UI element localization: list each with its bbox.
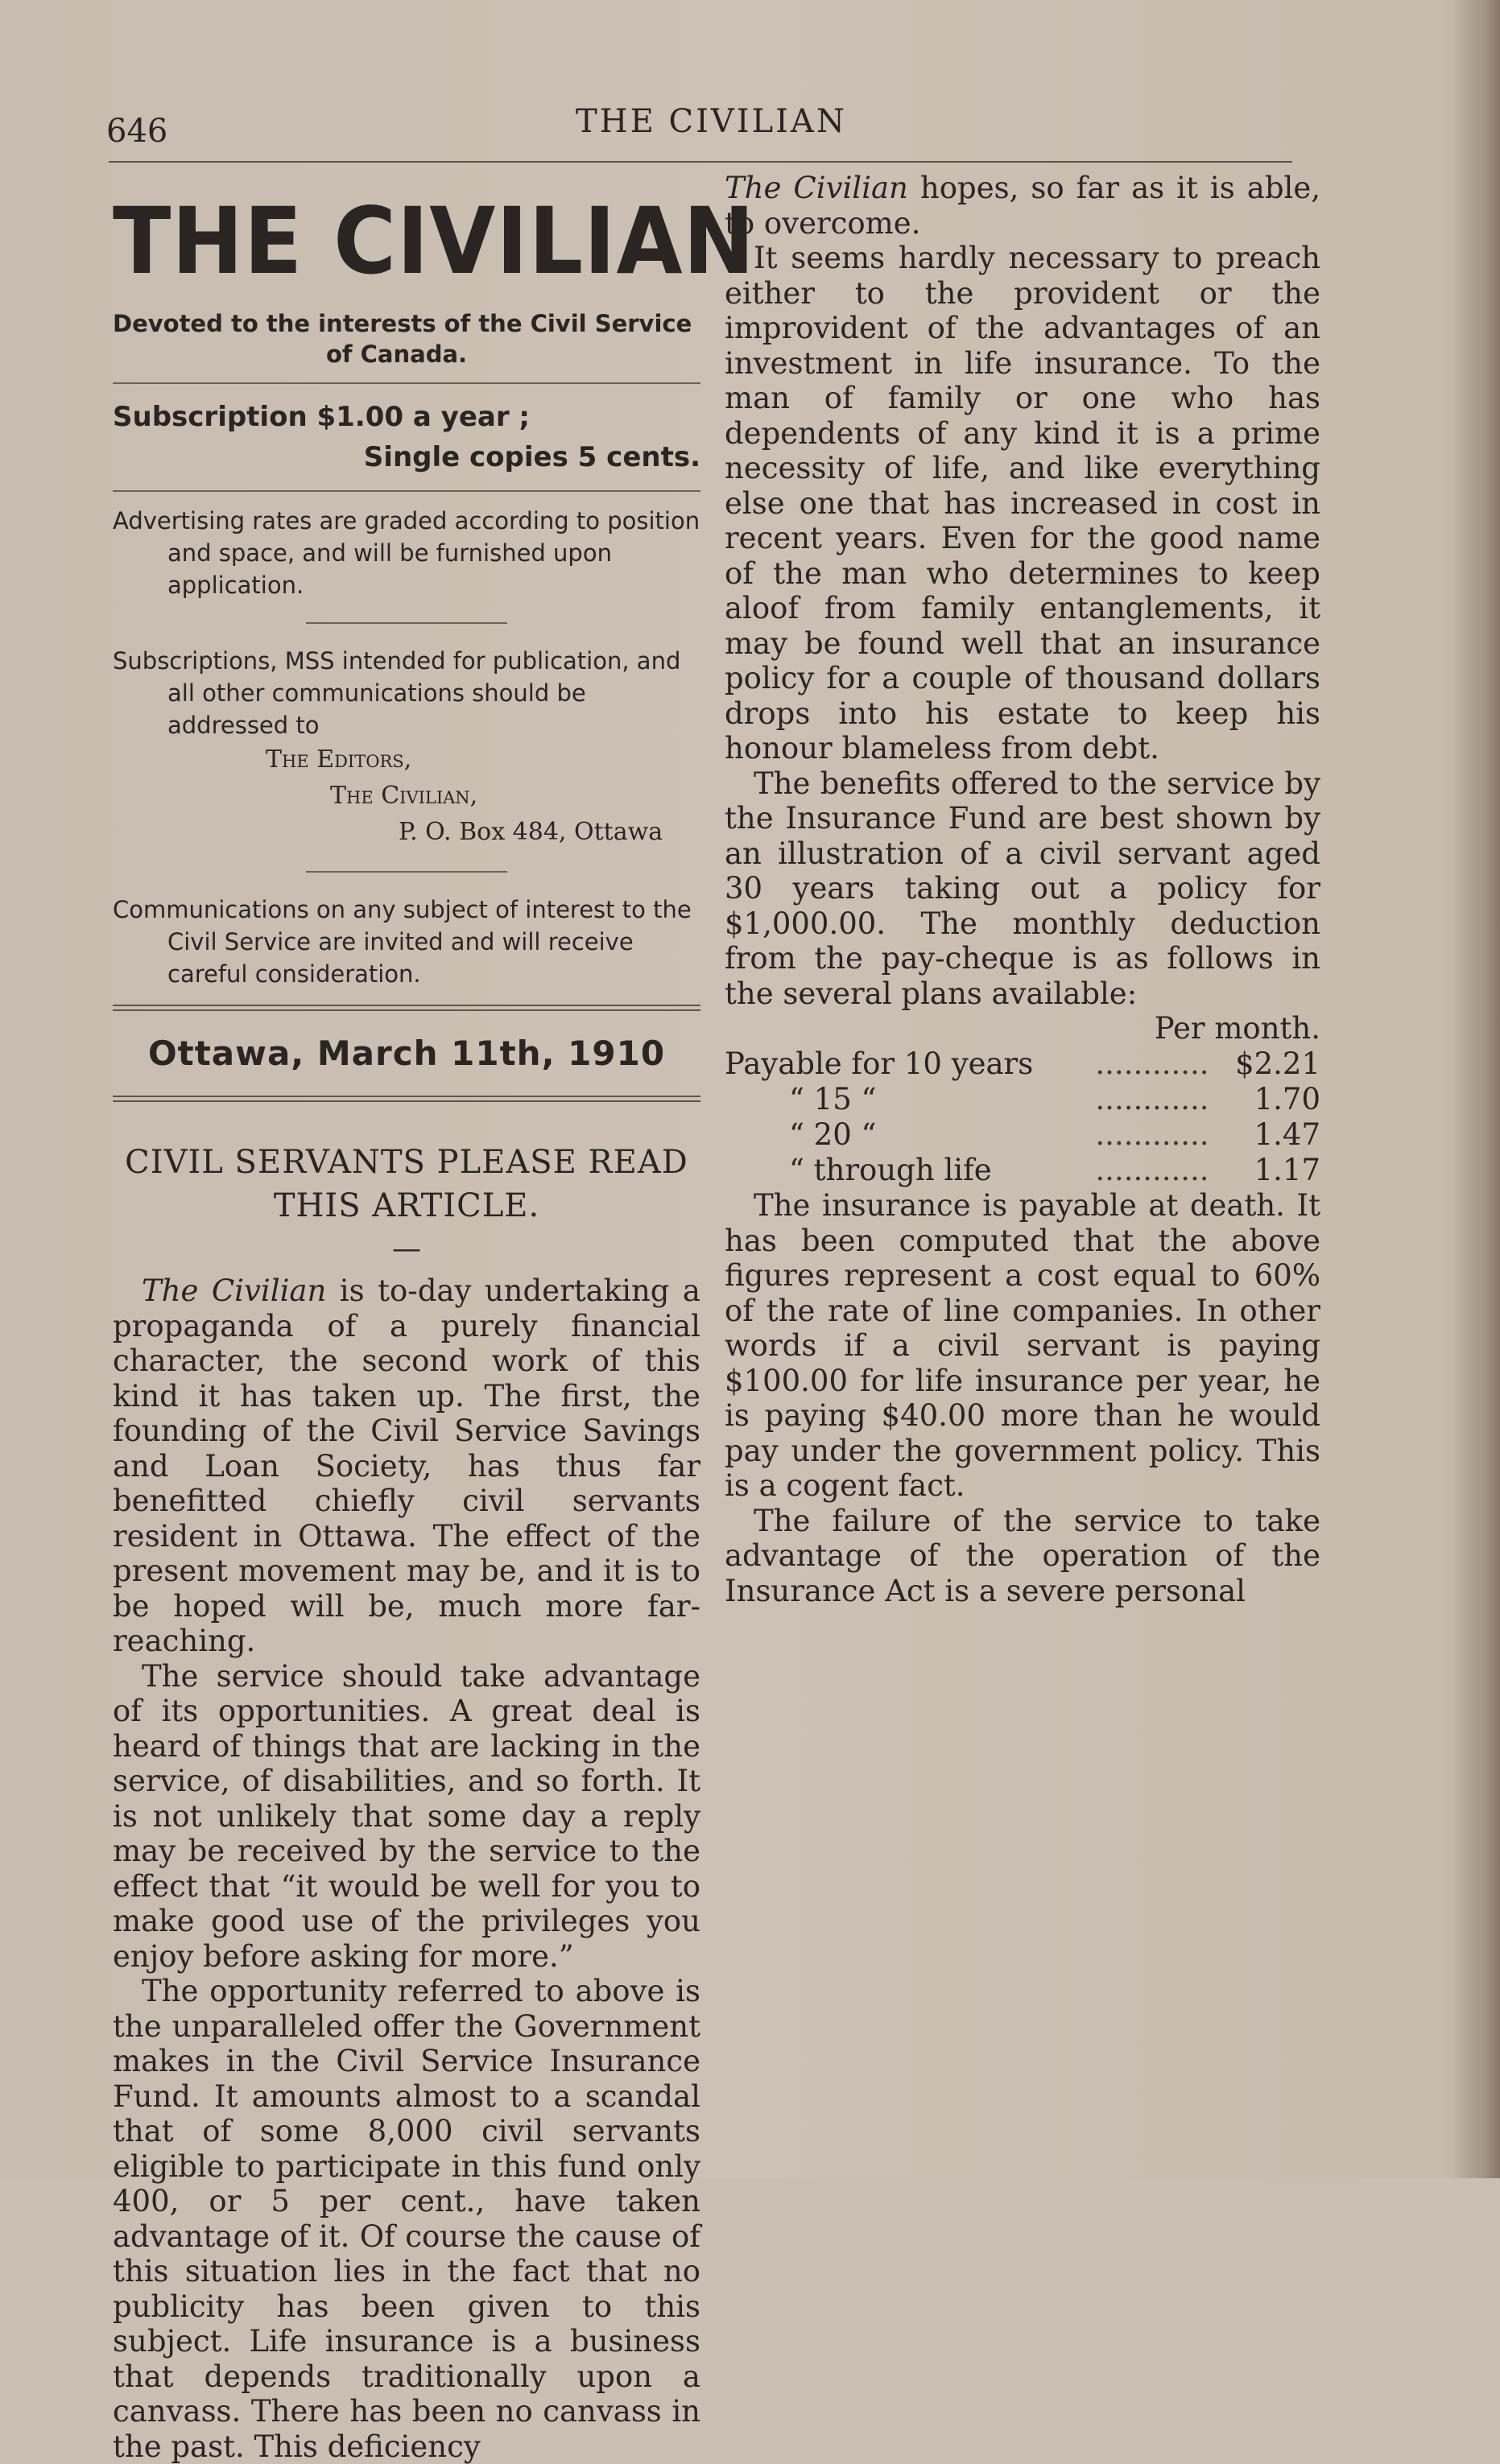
publication-name: The Civilian — [725, 171, 908, 205]
rate-label: “ through life — [789, 1153, 992, 1187]
rate-label: Payable for 10 years — [725, 1046, 1034, 1081]
left-column — [113, 181, 756, 2464]
article-paragraph-3-continued: The Civilian hopes, so far as it is able, to overcome. — [725, 171, 1320, 241]
header-rule — [109, 161, 1292, 163]
masthead-title: THE CIVILIAN — [113, 188, 756, 295]
rates-header: Per month. — [1154, 1011, 1320, 1046]
article-title-line1: CIVIL SERVANTS PLEASE READ — [125, 1144, 688, 1181]
publication-name: The Civilian — [142, 1273, 327, 1308]
page-spine-shadow — [1452, 0, 1500, 2178]
p3-text: The opportunity referred to above is the unparalleled offer the Government makes in the Civil Service Insurance Fund. It amounts almost to a scandal that of some 8,000 civil servants eligible to participate in this fund only 400, or 5 per cent., have taken advantage of it. Of course the cause of this situation lies in the fact that no publicity has been given to this subject. Life insurance is a business that depends traditionally upon a canvass. There has been no canvass in the past. This deficiency — [113, 1974, 700, 2464]
dot-leader: ............ — [1095, 1046, 1209, 1081]
short-divider — [306, 871, 507, 873]
article-title-line2: THIS ARTICLE. — [273, 1187, 540, 1224]
rate-row — [725, 1082, 1320, 1117]
addressee-civilian: The Civilian, — [330, 782, 478, 810]
rate-row — [725, 1117, 1320, 1153]
tagline-line1: Devoted to the interests of the Civil Service — [113, 310, 692, 337]
article-paragraph-3-start — [113, 1974, 700, 2464]
advertising-notice: Advertising rates are graded according to position and space, and will be furnished upon application. — [113, 507, 700, 599]
masthead-tagline — [113, 308, 700, 369]
tagline-line2: of Canada. — [326, 341, 468, 368]
rate-label: “ 15 “ — [789, 1082, 877, 1116]
addressee-editors: The Editors, — [266, 745, 412, 774]
postal-address: P. O. Box 484, Ottawa — [399, 818, 663, 846]
rates-table — [725, 1046, 1320, 1188]
short-divider — [306, 622, 507, 624]
running-title: THE CIVILIAN — [576, 103, 847, 140]
rate-amount: 1.47 — [1254, 1117, 1320, 1152]
divider — [113, 382, 700, 384]
page-number: 646 — [106, 113, 168, 150]
subscription-yearly: Subscription $1.00 a year ; — [113, 401, 531, 433]
article-paragraph-6: The insurance is payable at death. It has been computed that the above figures represent a cost equal to 60% of the rate of line companies. In other words if a civil servant is paying $100.00 for life insurance per year, he is paying $40.00 more than he would pay under the government policy. This is a cogent fact. — [725, 1188, 1320, 1503]
article-title — [113, 1141, 700, 1228]
rate-row — [725, 1153, 1320, 1188]
dot-leader: ............ — [1095, 1082, 1209, 1116]
communications-notice: Communications on any subject of interest to the Civil Service are invited and will receive careful consideration. — [113, 896, 692, 988]
issue-date: Ottawa, March 11th, 1910 — [147, 1034, 666, 1073]
rate-label: “ 20 “ — [789, 1117, 877, 1152]
rate-amount: $2.21 — [1235, 1046, 1320, 1081]
double-divider — [113, 1096, 700, 1102]
subscription-single: Single copies 5 cents. — [363, 441, 700, 473]
article-paragraph-5: The benefits offered to the service by the Insurance Fund are best shown by an illustration of a civil servant aged 30 years taking out a policy for $1,000.00. The monthly deduction from the pay-cheque is as follows in the several plans available: — [725, 766, 1320, 1011]
double-divider — [113, 1005, 700, 1011]
rate-amount: 1.17 — [1254, 1153, 1320, 1187]
dot-leader: ............ — [1095, 1153, 1209, 1187]
article-paragraph-4: It seems hardly necessary to preach either to the provident or the improvident of the advantages of an investment in life insurance. To the man of family or one who has dependents of any kind it is a prime necessity of life, and like everything else one that has increased in cost in recent years. Even for the good name of the man who determines to keep aloof from family entanglements, it may be found well that an insurance policy for a couple of thousand dollars drops into his estate to keep his honour blameless from debt. — [725, 241, 1320, 766]
article-paragraph-7: The failure of the service to take advantage of the operation of the Insurance Act is a severe personal — [725, 1503, 1320, 1608]
dot-leader: ............ — [1095, 1117, 1209, 1152]
rate-amount: 1.70 — [1254, 1082, 1320, 1116]
title-separator: — — [392, 1232, 421, 1265]
article-paragraph-2: The service should take advantage of its opportunities. A great deal is heard of things that are lacking in the service, of disabilities, and so forth. It is not unlikely that some day a reply may be received by the service to the effect that “it would be well for you to make good use of the privileges you enjoy before asking for more.” — [113, 1658, 700, 1974]
correspondence-intro: Subscriptions, MSS intended for publication, and all other communications should be addressed to — [113, 647, 681, 739]
divider — [113, 490, 700, 492]
rate-row — [725, 1046, 1320, 1082]
right-column — [725, 171, 1320, 1608]
article-paragraph-1: The Civilian is to-day undertaking a propaganda of a purely financial character, the second work of this kind it has taken up. The first, the founding of the Civil Service Savings and Loan Society, has thus far benefitted chiefly civil servants resident in Ottawa. The effect of the present movement may be, and it is to be hoped will be, much more far-reaching. — [113, 1273, 700, 1658]
